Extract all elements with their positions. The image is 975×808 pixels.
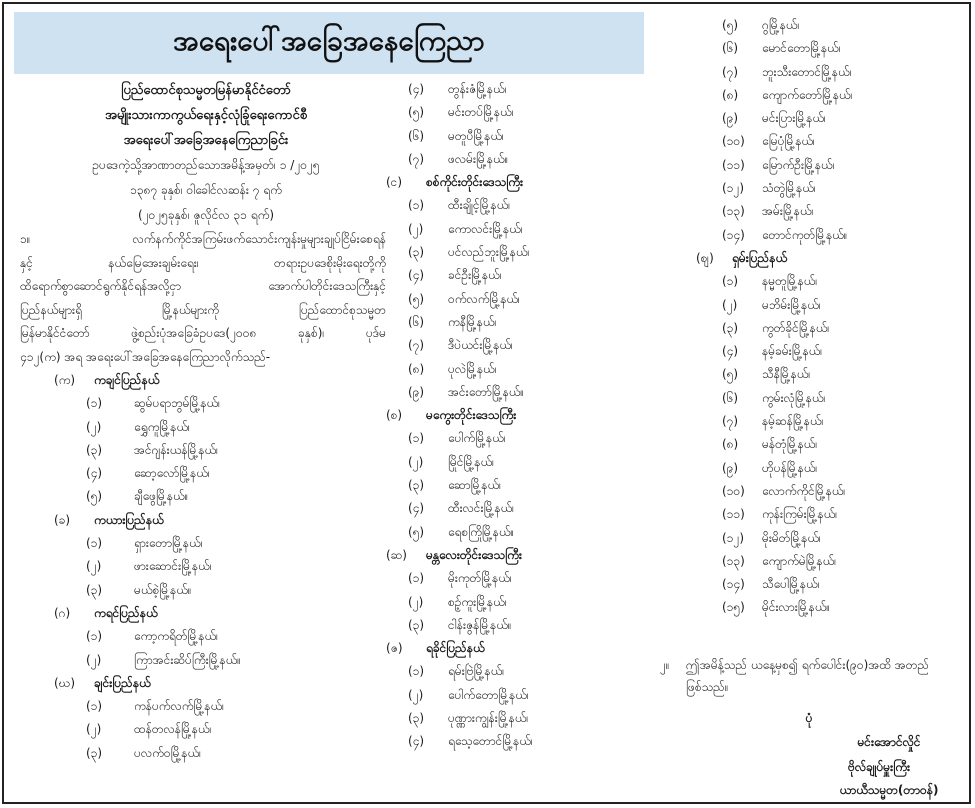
section-name: ကချင်ပြည်နယ် <box>94 373 160 387</box>
section-mark: (ခ) <box>54 512 71 527</box>
township-list-middle <box>386 78 686 754</box>
item-number: (၆) <box>722 390 739 405</box>
township-item <box>16 718 396 741</box>
item-number: (၄) <box>408 268 425 283</box>
note-number: ၂။ <box>660 658 670 672</box>
township-name: ကြာအင်းဆိပ်ကြီးမြို့နယ်။ <box>134 652 241 667</box>
township-item <box>386 707 686 730</box>
item-number: (၅) <box>86 489 103 504</box>
township-item <box>16 579 396 602</box>
header-line-1: ပြည်ထောင်စုသမ္မတမြန်မာနိုင်ငံတော် <box>121 83 291 98</box>
township-item <box>16 555 396 578</box>
township-item <box>386 78 686 101</box>
section-mark: (ဆ) <box>386 547 407 562</box>
item-number: (၂) <box>408 594 424 609</box>
township-item <box>386 148 686 171</box>
township-item <box>694 457 964 480</box>
township-name: နမ့်ဆန်မြို့နယ်၊ <box>762 414 824 429</box>
township-name: သီနီမြို့နယ်၊ <box>762 367 811 382</box>
township-name: ဆွမ်ပရာဘွမ်မြို့နယ်၊ <box>134 396 221 411</box>
item-number: (၁) <box>86 396 103 411</box>
township-name: ဝက်လက်မြို့နယ်၊ <box>448 291 520 306</box>
township-name: မန်တုံမြို့နယ်၊ <box>762 437 818 452</box>
township-item <box>386 218 686 241</box>
item-number: (၂) <box>86 419 102 434</box>
township-item <box>386 684 686 707</box>
township-name: ငါန်းဇွန်မြို့နယ်။ <box>448 617 512 632</box>
township-item <box>386 660 686 683</box>
section-heading <box>386 544 686 567</box>
township-item <box>386 567 686 590</box>
township-name: ရှားတောမြို့နယ်၊ <box>134 536 203 551</box>
item-number: (၂) <box>722 297 738 312</box>
township-item <box>386 451 686 474</box>
item-number: (၃) <box>722 320 739 335</box>
section-heading <box>16 672 396 695</box>
township-item <box>386 427 686 450</box>
township-item <box>694 294 964 317</box>
township-name: ကွမ်းလုံမြို့နယ်၊ <box>762 390 826 405</box>
item-number: (၁၄) <box>722 227 745 242</box>
item-number: (၉) <box>408 384 425 399</box>
item-number: (၁) <box>86 629 103 644</box>
township-name: ဖားဆောင်းမြို့နယ်၊ <box>134 559 212 574</box>
township-item <box>694 224 964 247</box>
item-number: (၁) <box>408 198 425 213</box>
section-heading <box>16 509 396 532</box>
section-name: ချင်းပြည်နယ် <box>94 675 151 690</box>
declaration-paragraph <box>16 228 396 369</box>
township-name: ပလက်ဝမြို့နယ်၊ <box>134 745 202 760</box>
item-number: (၆) <box>722 41 739 56</box>
item-number: (၉) <box>722 460 739 475</box>
item-number: (၃) <box>86 442 103 457</box>
township-item <box>386 334 686 357</box>
township-name: ရသေ့တောင်မြို့နယ်၊ <box>448 734 533 749</box>
item-number: (၇) <box>722 64 739 79</box>
section-name: ကယားပြည်နယ် <box>94 512 164 527</box>
township-item <box>16 439 396 462</box>
item-number: (၅) <box>408 291 425 306</box>
item-number: (၁၃) <box>722 204 745 219</box>
item-number: (၁) <box>86 699 103 714</box>
item-number: (၃) <box>86 582 103 597</box>
section-mark: (က) <box>54 373 76 387</box>
township-item <box>694 340 964 363</box>
township-name: မိုးကုတ်မြို့နယ်၊ <box>448 571 512 586</box>
township-item <box>16 649 396 672</box>
township-name: မြိုင်မြို့နယ်၊ <box>448 454 495 469</box>
header-line-2: အမျိုးသားကာကွယ်ရေးနှင့်လုံခြုံရေးကောင်စီ <box>104 108 308 123</box>
item-number: (၁၀) <box>722 483 745 498</box>
township-item <box>16 485 396 508</box>
section-mark: (င) <box>386 175 403 190</box>
column-right <box>694 14 964 620</box>
township-item <box>16 532 396 555</box>
township-name: နမ္မတူမြို့နယ်၊ <box>762 274 818 289</box>
section-heading <box>386 171 686 194</box>
township-item <box>694 61 964 84</box>
signatory-name: မင်းအောင်လှိုင် <box>857 735 921 749</box>
section-heading <box>16 369 396 392</box>
item-number: (၈) <box>722 437 739 452</box>
township-name: ကောလင်းမြို့နယ်၊ <box>448 221 523 236</box>
column-left <box>16 78 396 765</box>
signature-mark: ပုံ <box>805 711 813 725</box>
township-item <box>386 381 686 404</box>
paragraph-line: မြန်မာနိုင်ငံတော် ဖွဲ့စည်းပုံအခြေခံဥပဒေ(၂၀၀၈ ခုနှစ်)၊ ပုဒ်မ <box>20 326 386 340</box>
item-number: (၅) <box>408 105 425 120</box>
section-heading <box>694 247 964 270</box>
item-number: (၄) <box>408 501 425 516</box>
township-item <box>694 410 964 433</box>
township-name: ပေါက်တောမြို့နယ်၊ <box>448 687 529 702</box>
township-name: ဟိုပန်မြို့နယ်၊ <box>762 460 818 475</box>
township-item <box>694 527 964 550</box>
township-name: နမ့်ခမ်းမြို့နယ်၊ <box>762 344 823 359</box>
township-item <box>386 194 686 217</box>
item-number: (၁) <box>86 536 103 551</box>
township-item <box>694 550 964 573</box>
section-name: စစ်ကိုင်းတိုင်းဒေသကြီး <box>426 175 524 190</box>
township-name: ရွှေကူမြို့နယ်၊ <box>134 419 190 434</box>
item-number: (၁၁) <box>722 507 745 522</box>
paragraph-line: နှင့် နယ်မြေအေးချမ်းရေး၊ တရားဥပဒေစိုးမိုးရေးတို့ကို <box>20 255 386 270</box>
paragraph-line: ၁။ လက်နက်ကိုင်အကြမ်းဖက်သောင်းကျန်းမှုများချုပ်ငြိမ်းစေရန် <box>20 232 386 246</box>
item-number: (၃) <box>408 478 425 493</box>
township-item <box>16 625 396 648</box>
section-mark: (စ) <box>386 408 403 423</box>
township-item <box>386 730 686 753</box>
township-name: မင်းပြားမြို့နယ်၊ <box>762 111 826 126</box>
township-name: မိုင်းလားမြို့နယ်။ <box>762 600 831 615</box>
township-name: ကုန်းကြမ်းမြို့နယ်၊ <box>762 507 838 522</box>
township-name: မောင်တောမြို့နယ်၊ <box>762 41 841 56</box>
township-name: တွန်းဇံမြို့နယ်၊ <box>448 82 507 96</box>
section-name: ရခိုင်ပြည်နယ် <box>426 641 485 656</box>
township-name: ဆော့လော်မြို့နယ်၊ <box>134 466 210 481</box>
section-heading <box>386 637 686 660</box>
township-item <box>16 695 396 718</box>
item-number: (၆) <box>408 128 425 143</box>
item-number: (၇) <box>408 338 425 353</box>
township-name: ဂွမြို့နယ်၊ <box>762 18 800 32</box>
township-item <box>694 317 964 340</box>
paragraph-line: ပြည်နယ်များရှိ မြို့နယ်များကို ပြည်ထောင်စုသမ္မတ <box>20 302 386 317</box>
page-title: အရေးပေါ်အခြေအနေကြေညာ <box>14 12 644 74</box>
township-name: ဖလမ်းမြို့နယ်။ <box>448 151 509 166</box>
township-item <box>694 14 964 37</box>
section-mark: (ဃ) <box>54 675 76 690</box>
township-item <box>386 358 686 381</box>
item-number: (၁) <box>408 664 425 679</box>
township-item <box>694 503 964 526</box>
township-name: မတူပီမြို့နယ်၊ <box>448 128 504 143</box>
item-number: (၁၃) <box>722 553 745 568</box>
header-line-6: (၂၀၂၅ခုနှစ်၊ ဇူလိုင်လ ၃၁ ရက်) <box>137 208 275 222</box>
township-name: မြေပုံမြို့နယ်၊ <box>762 134 815 149</box>
signatory-role: ယာယီသမ္မတ(တာဝန်) <box>839 783 939 797</box>
item-number: (၁၁) <box>722 157 745 172</box>
section-name: မန္တလေးတိုင်းဒေသကြီး <box>426 547 522 562</box>
township-item <box>694 433 964 456</box>
township-item <box>694 573 964 596</box>
section-heading <box>16 602 396 625</box>
header-line-3: အရေးပေါ်အခြေအနေကြေညာခြင်း <box>123 133 289 148</box>
township-name: ကနီမြို့နယ်၊ <box>448 314 497 329</box>
item-number: (၅) <box>408 524 425 539</box>
township-name: မင်းတပ်မြို့နယ်၊ <box>448 105 514 120</box>
township-item <box>386 125 686 148</box>
section-mark: (ဇ) <box>386 641 403 656</box>
section-heading <box>386 404 686 427</box>
item-number: (၂) <box>86 652 102 667</box>
township-item <box>694 596 964 619</box>
item-number: (၁) <box>722 274 739 289</box>
township-name: စဉ့်ကူးမြို့နယ်၊ <box>448 594 507 609</box>
township-name: သံတွဲမြို့နယ်၊ <box>762 181 816 196</box>
township-item <box>386 474 686 497</box>
header-line-4: ဥပဒေကဲ့သို့အာဏာတည်သောအမိန့်အမှတ်၊ ၁ /၂၀၂၅ <box>92 158 320 172</box>
item-number: (၁၂) <box>722 181 745 196</box>
item-number: (၄) <box>86 466 103 481</box>
paragraph-line: ထိရောက်စွာဆောင်ရွက်နိုင်ရန်အလို့ငှာ အောက်ပါတိုင်းဒေသကြီးနှင့် <box>20 279 386 293</box>
item-number: (၆) <box>408 314 425 329</box>
township-name: အမ်းမြို့နယ်၊ <box>762 204 814 219</box>
township-name: မြောက်ဦးမြို့နယ်၊ <box>762 157 835 172</box>
document-frame <box>2 2 971 804</box>
item-number: (၃) <box>408 617 425 632</box>
township-item <box>694 154 964 177</box>
township-name: ကန်ပက်လက်မြို့နယ်၊ <box>134 699 225 714</box>
township-item <box>386 614 686 637</box>
township-name: ကျောက်မဲမြို့နယ်၊ <box>762 553 837 568</box>
item-number: (၃) <box>408 711 425 726</box>
township-item <box>16 416 396 439</box>
township-item <box>694 177 964 200</box>
section-name: မကွေးတိုင်းဒေသကြီး <box>426 408 517 423</box>
township-item <box>16 462 396 485</box>
item-number: (၃) <box>408 245 425 260</box>
township-name: အင်းတော်မြို့နယ်။ <box>448 384 525 399</box>
township-name: လောက်ကိုင်မြို့နယ်၊ <box>762 483 846 498</box>
township-name: ကွတ်ခိုင်မြို့နယ်၊ <box>762 320 830 335</box>
township-item <box>694 387 964 410</box>
township-name: မဘိမ်းမြို့နယ်၊ <box>762 297 821 312</box>
item-number: (၅) <box>722 18 739 32</box>
section-name: ရှမ်းပြည်နယ် <box>732 250 788 265</box>
township-item <box>386 521 686 544</box>
township-item <box>694 107 964 130</box>
township-name: ပုဏ္ဏားကျွန်းမြို့နယ်၊ <box>448 711 529 726</box>
item-number: (၁၀) <box>722 134 745 149</box>
township-name: ချီဖွေမြို့နယ်။ <box>134 489 189 504</box>
township-name: အင်ဂျန်းယန်မြို့နယ်၊ <box>134 442 219 457</box>
township-item <box>694 130 964 153</box>
item-number: (၄) <box>408 734 425 749</box>
paragraph-line: ၄၁၂(က) အရ အရေးပေါ်အခြေအနေကြေညာလိုက်သည်- <box>20 349 271 364</box>
section-name: ကရင်ပြည်နယ် <box>94 605 158 620</box>
township-name: ရေစကြိုမြို့နယ်။ <box>448 524 515 539</box>
note-text: ဤအမိန့်သည် ယနေ့မှစ၍ ရက်ပေါင်း(၉၀)အထိ အတည်ဖြစ်သည်။ <box>686 658 930 694</box>
township-item <box>694 480 964 503</box>
item-number: (၃) <box>86 745 103 760</box>
township-name: မယ်စဲ့မြို့နယ်။ <box>134 582 192 597</box>
item-number: (၇) <box>722 414 739 429</box>
township-item <box>694 270 964 293</box>
item-number: (၄) <box>722 344 739 359</box>
item-number: (၂) <box>408 687 424 702</box>
township-item <box>694 363 964 386</box>
item-number: (၁၄) <box>722 577 745 592</box>
item-number: (၈) <box>722 87 739 102</box>
township-name: ရမ်းဗြဲမြို့နယ်၊ <box>448 664 505 679</box>
township-item <box>386 311 686 334</box>
signatory-rank: ဗိုလ်ချုပ်မှူးကြီး <box>847 760 911 774</box>
section-mark: (ဈ) <box>696 250 714 265</box>
township-name: သီပေါမြို့နယ်၊ <box>762 577 820 592</box>
item-number: (၅) <box>722 367 739 382</box>
township-name: တောင်ကုတ်မြို့နယ်။ <box>762 227 848 242</box>
township-item <box>386 591 686 614</box>
header-line-5: ၁၃၈၇ ခုနှစ်၊ ဝါခေါင်လဆန်း ၇ ရက် <box>130 183 282 197</box>
township-name: ထီးချိုင့်မြို့နယ်၊ <box>448 198 511 213</box>
township-name: ကျောက်တော်မြို့နယ်၊ <box>762 87 853 102</box>
township-list-left <box>16 369 396 765</box>
township-name: ဆောမြို့နယ်၊ <box>448 478 502 493</box>
township-name: ခင်ဦးမြို့နယ်၊ <box>448 268 502 283</box>
township-item <box>694 200 964 223</box>
township-name: ပင်လည်ဘူးမြို့နယ်၊ <box>448 245 530 260</box>
column-middle <box>386 78 686 754</box>
township-item <box>16 742 396 765</box>
township-name: မိုးမိတ်မြို့နယ်၊ <box>762 530 821 545</box>
township-name: ကော့ကရိတ်မြို့နယ်၊ <box>134 629 218 644</box>
township-item <box>16 392 396 415</box>
item-number: (၂) <box>408 221 424 236</box>
item-number: (၄) <box>408 82 425 96</box>
township-name: ပုလဲမြို့နယ်၊ <box>448 361 497 376</box>
township-item <box>694 84 964 107</box>
township-item <box>386 264 686 287</box>
item-number: (၁) <box>408 571 425 586</box>
township-list-right <box>694 14 964 620</box>
item-number: (၁) <box>408 431 425 446</box>
township-name: ဘူးသီးတောင်မြို့နယ်၊ <box>762 64 852 79</box>
item-number: (၉) <box>722 111 739 126</box>
township-item <box>694 37 964 60</box>
item-number: (၈) <box>408 361 425 376</box>
township-name: ဒီပဲယင်းမြို့နယ်၊ <box>448 338 513 353</box>
item-number: (၂) <box>408 454 424 469</box>
township-name: ထန်တလန်မြို့နယ်၊ <box>134 722 212 737</box>
item-number: (၇) <box>408 151 425 166</box>
township-item <box>386 497 686 520</box>
township-name: ထီးလင်းမြို့နယ်၊ <box>448 501 515 516</box>
township-item <box>386 288 686 311</box>
township-name: ပေါက်မြို့နယ်၊ <box>448 431 506 446</box>
item-number: (၂) <box>86 722 102 737</box>
township-item <box>386 101 686 124</box>
section-mark: (ဂ) <box>54 605 71 620</box>
item-number: (၂) <box>86 559 102 574</box>
township-item <box>386 241 686 264</box>
item-number: (၁၂) <box>722 530 745 545</box>
item-number: (၁၅) <box>722 600 745 615</box>
